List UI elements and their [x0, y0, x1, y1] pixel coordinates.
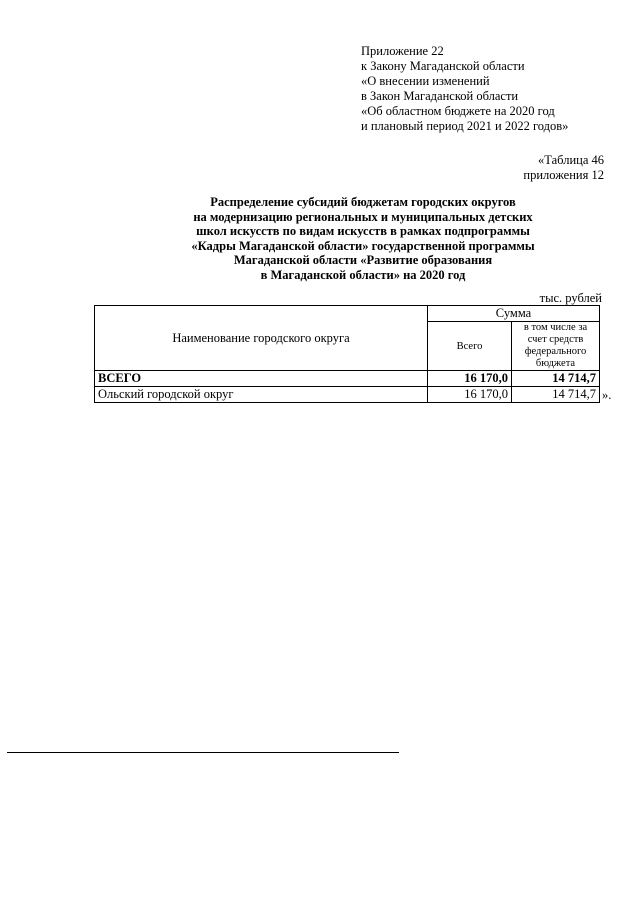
cell-total: 16 170,0 — [428, 371, 512, 387]
title-line: в Магаданской области» на 2020 год — [260, 267, 466, 282]
appendix-line: Приложение 22 — [361, 44, 444, 58]
header-federal: в том числе за счет средств федерального бюджета — [512, 322, 600, 371]
appendix-line: в Закон Магаданской области — [361, 89, 519, 103]
title-line: школ искусств по видам искусств в рамках подпрограммы — [196, 224, 530, 239]
units-label: тыс. рублей — [539, 291, 602, 305]
header-sum: Сумма — [428, 306, 600, 322]
title-line: Распределение субсидий бюджетам городских округов — [210, 195, 516, 209]
table-header-row — [95, 306, 600, 322]
title-line: Магаданской области «Развитие образования — [233, 253, 493, 268]
appendix-line: к Закону Магаданской области — [361, 59, 525, 73]
appendix-line: «Об областном бюджете на 2020 год — [361, 104, 555, 118]
appendix-line: «О внесении изменений — [361, 74, 490, 88]
table-row — [95, 387, 600, 403]
cell-name: Ольский городской округ — [95, 387, 428, 403]
title-line: на модернизацию региональных и муниципальных детских — [193, 209, 533, 224]
cell-federal: 14 714,7 — [512, 371, 600, 387]
footnote-divider — [7, 752, 399, 753]
subsidy-table — [94, 305, 600, 403]
header-total: Всего — [428, 322, 512, 371]
table-row — [95, 371, 600, 387]
cell-total: 16 170,0 — [428, 387, 512, 403]
title-line: «Кадры Магаданской области» государственной программы — [191, 238, 535, 253]
cell-name: ВСЕГО — [95, 371, 428, 387]
table-reference — [523, 153, 604, 183]
table-ref-line: «Таблица 46 — [538, 153, 604, 167]
document-title — [120, 195, 606, 283]
cell-federal: 14 714,7 — [512, 387, 600, 403]
appendix-line: и плановый период 2021 и 2022 годов» — [361, 119, 569, 133]
header-district-name: Наименование городского округа — [95, 306, 428, 371]
closing-quote: ». — [602, 388, 612, 402]
appendix-header — [361, 44, 568, 134]
table-ref-line: приложения 12 — [523, 168, 604, 182]
